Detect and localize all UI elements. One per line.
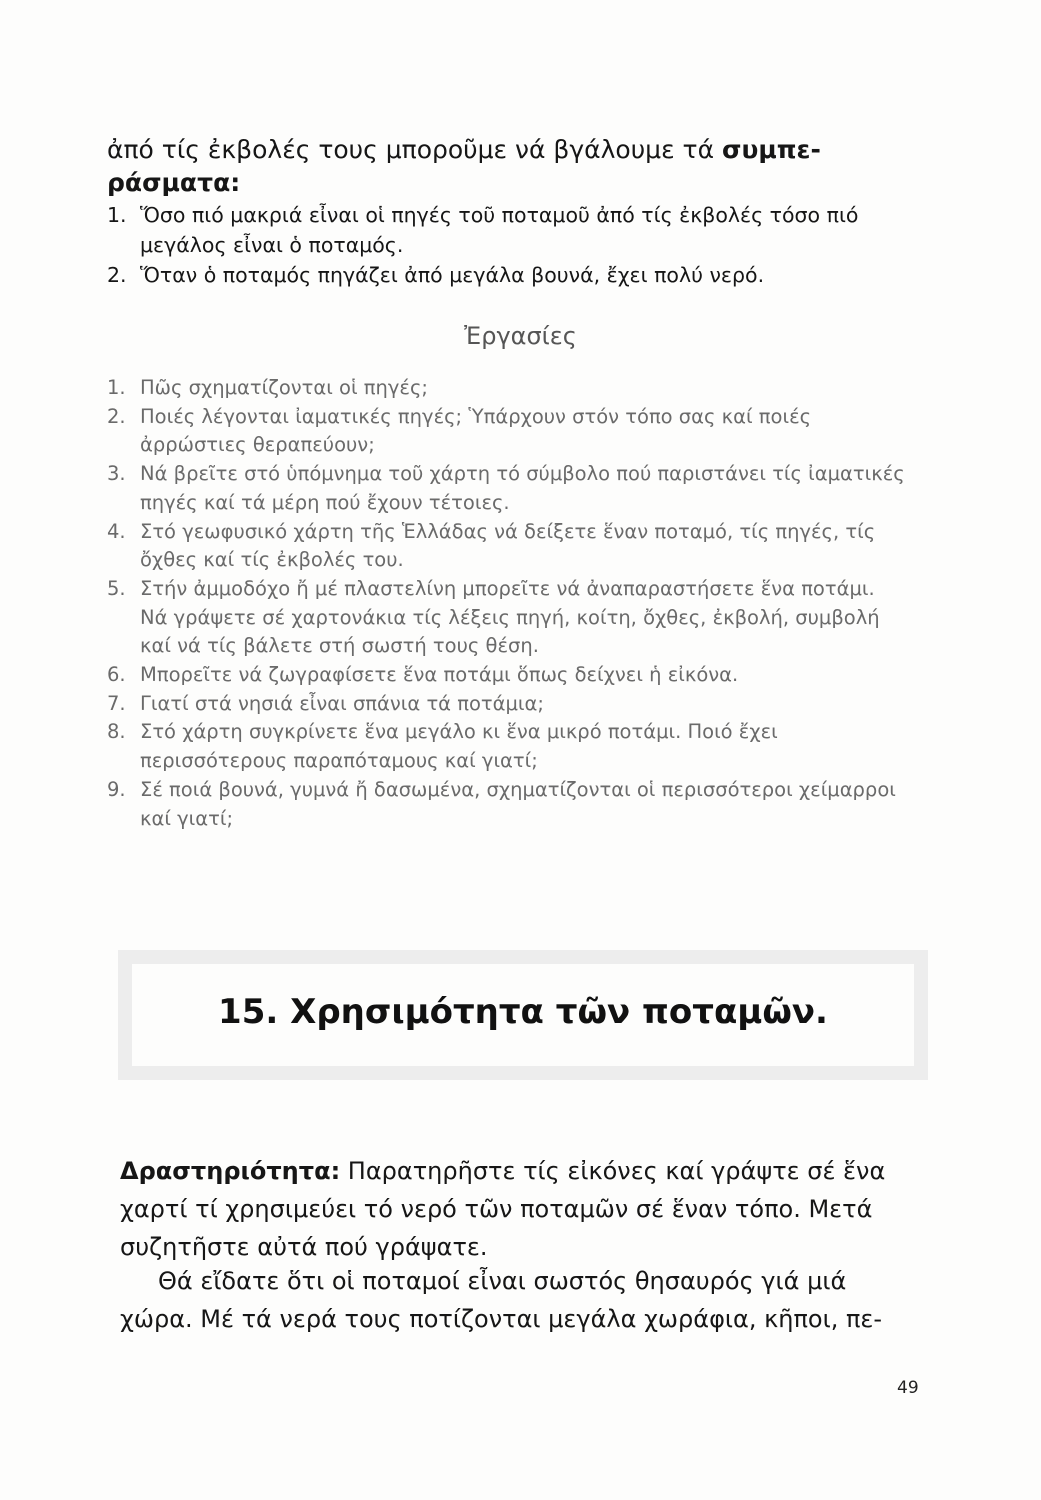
intro-bold-word: συμπε- <box>722 135 821 164</box>
task-item <box>107 690 907 719</box>
task-item <box>107 518 907 575</box>
activity-label: Δραστηριότητα: <box>120 1157 341 1185</box>
body-line-1: Θά εἴδατε ὅτι οἱ ποταμοί εἶναι σωστός θησαυρός γιά μιά <box>158 1267 847 1295</box>
body-line-2: χώρα. Μέ τά νερά τους ποτίζονται μεγάλα χωράφια, κῆποι, πε- <box>120 1305 883 1333</box>
task-text: Στό χάρτη συγκρίνετε ἕνα μεγάλο κι ἕνα μικρό ποτάμι. Ποιό ἔχει περισσότερους παραπόταμους καί γιατί; <box>140 720 778 773</box>
conclusion-item <box>107 200 927 260</box>
task-number: 8. <box>107 720 126 744</box>
task-item <box>107 718 907 775</box>
conclusion-text: Ὅταν ὁ ποταμός πηγάζει ἀπό μεγάλα βουνά, ἔχει πολύ νερό. <box>140 263 765 287</box>
task-number: 7. <box>107 691 126 715</box>
task-number: 6. <box>107 663 126 687</box>
intro-line-2 <box>107 166 927 200</box>
tasks-list <box>107 374 907 833</box>
intro-bold-word-continued: ράσματα: <box>107 168 241 197</box>
task-item <box>107 661 907 690</box>
tasks-heading: Ἐργασίες <box>464 322 577 350</box>
intro-text: ἀπό τίς ἐκβολές τους μποροῦμε νά βγάλουμε τά <box>107 135 723 164</box>
conclusion-item <box>107 260 927 290</box>
task-number: 4. <box>107 519 126 543</box>
task-number: 3. <box>107 462 126 486</box>
task-number: 2. <box>107 404 126 428</box>
intro-line-1 <box>107 133 927 167</box>
task-text: Σέ ποιά βουνά, γυμνά ἤ δασωμένα, σχηματίζονται οἱ περισσότεροι χείμαρροι καί γιατί; <box>140 777 896 830</box>
task-text: Πῶς σχηματίζονται οἱ πηγές; <box>140 376 428 399</box>
conclusion-text: Ὅσο πιό μακριά εἶναι οἱ πηγές τοῦ ποταμοῦ ἀπό τίς ἐκβολές τόσο πιό μεγάλος εἶναι ὁ ποταμός. <box>140 203 859 257</box>
task-item <box>107 776 907 833</box>
activity-paragraph <box>120 1152 920 1266</box>
section-title: 15. Χρησιμότητα τῶν ποταμῶν. <box>218 992 828 1032</box>
task-text: Γιατί στά νησιά εἶναι σπάνια τά ποτάμια; <box>140 691 544 715</box>
conclusion-number: 2. <box>107 263 127 287</box>
body-paragraph <box>120 1262 920 1338</box>
task-text: Στήν ἀμμοδόχο ἤ μέ πλαστελίνη μπορεῖτε νά ἀναπαραστήσετε ἕνα ποτάμι. Νά γράψετε σέ χαρτονάκια τίς λέξεις πηγή, κοίτη, ὄχθες, ἐκβολή, συμβολή καί νά τίς βάλετε στή σωστή τους θέση. <box>140 576 880 658</box>
task-number: 9. <box>107 777 126 801</box>
task-text: Νά βρεῖτε στό ὑπόμνημα τοῦ χάρτη τό σύμβολο πού παριστάνει τίς ἰαματικές πηγές καί τά μέρη πού ἔχουν τέτοιες. <box>140 462 905 514</box>
task-item <box>107 575 907 661</box>
task-number: 5. <box>107 576 126 600</box>
section-title-box <box>118 950 928 1080</box>
page-number: 49 <box>897 1378 919 1398</box>
task-item <box>107 374 907 403</box>
task-number: 1. <box>107 376 126 399</box>
conclusion-number: 1. <box>107 203 127 227</box>
task-item <box>107 460 907 517</box>
activity-text: Παρατηρῆστε τίς εἰκόνες καί γράψτε σέ ἕνα χαρτί τί χρησιμεύει τό νερό τῶν ποταμῶν σέ ἕναν τόπο. Μετά συζητῆστε αὐτά πού γράψατε. <box>120 1157 886 1261</box>
task-text: Στό γεωφυσικό χάρτη τῆς Ἑλλάδας νά δείξετε ἕναν ποταμό, τίς πηγές, τίς ὄχθες καί τίς ἐκβολές του. <box>140 519 876 572</box>
task-item <box>107 403 907 460</box>
conclusions-list <box>107 200 927 290</box>
task-text: Μπορεῖτε νά ζωγραφίσετε ἕνα ποτάμι ὅπως δείχνει ἡ εἰκόνα. <box>140 663 739 687</box>
task-text: Ποιές λέγονται ἰαματικές πηγές; Ὑπάρχουν στόν τόπο σας καί ποιές ἀρρώστιες θεραπεύουν; <box>140 404 812 457</box>
